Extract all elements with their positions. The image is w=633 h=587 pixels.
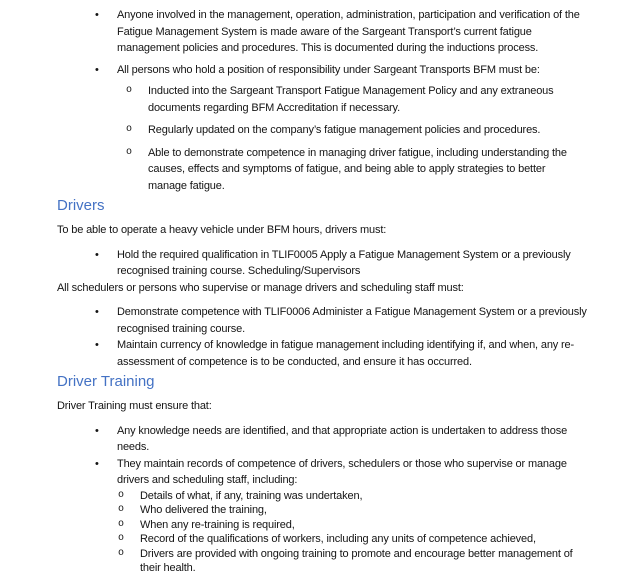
bullet-marker: • bbox=[95, 306, 99, 318]
schedulers-intro-paragraph: All schedulers or persons who supervise or manage drivers and scheduling staff must: bbox=[57, 281, 464, 294]
bullet-marker: • bbox=[95, 457, 99, 470]
list-item-text: Any knowledge needs are identified, and that appropriate action is undertaken to address those needs. bbox=[117, 424, 568, 453]
circle-bullet-marker: o bbox=[118, 547, 124, 559]
list-item bbox=[57, 83, 587, 116]
list-item bbox=[57, 547, 587, 576]
circle-bullet-marker: o bbox=[126, 85, 132, 96]
list-item bbox=[57, 145, 587, 195]
drivers-bullet-list bbox=[57, 247, 587, 280]
list-item-text: Inducted into the Sargeant Transport Fatigue Management Policy and any extraneous documents regarding BFM Accreditation if necessary. bbox=[148, 85, 554, 114]
list-item bbox=[57, 122, 587, 139]
intro-bullet-list bbox=[57, 7, 587, 78]
section-heading-driver-training: Driver Training bbox=[57, 373, 155, 390]
bullet-marker: • bbox=[95, 248, 99, 261]
circle-bullet-marker: o bbox=[126, 124, 132, 135]
list-item bbox=[57, 247, 587, 280]
list-item-text: When any re-training is required, bbox=[140, 518, 295, 531]
list-item bbox=[57, 304, 587, 337]
circle-bullet-marker: o bbox=[118, 489, 124, 501]
list-item-text: Drivers are provided with ongoing training to promote and encourage better management of their health. bbox=[140, 547, 573, 574]
list-item bbox=[57, 423, 587, 456]
list-item-text: Maintain currency of knowledge in fatigue management including identifying if, and when, any re-assessment of competence is to be conducted, and ensure it has occurred. bbox=[117, 339, 575, 368]
driver-training-sub-bullet-list bbox=[57, 489, 587, 576]
list-item bbox=[57, 456, 587, 489]
list-item-text: Regularly updated on the company’s fatigue management policies and procedures. bbox=[148, 124, 541, 136]
list-item bbox=[57, 503, 587, 518]
bullet-marker: • bbox=[95, 63, 99, 76]
list-item bbox=[57, 7, 587, 57]
circle-bullet-marker: o bbox=[126, 146, 132, 158]
list-item-text: Demonstrate competence with TLIF0006 Administer a Fatigue Management System or a previously recognised training course. bbox=[117, 306, 587, 335]
list-item bbox=[57, 337, 587, 370]
circle-bullet-marker: o bbox=[118, 504, 124, 515]
schedulers-bullet-list bbox=[57, 304, 587, 370]
drivers-intro-paragraph: To be able to operate a heavy vehicle under BFM hours, drivers must: bbox=[57, 224, 387, 236]
driver-training-intro-paragraph: Driver Training must ensure that: bbox=[57, 400, 212, 412]
list-item-text: Anyone involved in the management, operation, administration, participation and verification of the Fatigue Management System is made aware of the Sargeant Transport’s current fatigue management policies and procedures. This is documented during the inductions process. bbox=[117, 9, 580, 54]
list-item bbox=[57, 62, 587, 79]
bullet-marker: • bbox=[95, 424, 99, 437]
driver-training-bullet-list bbox=[57, 423, 587, 489]
list-item bbox=[57, 489, 587, 504]
list-item bbox=[57, 532, 587, 547]
circle-bullet-marker: o bbox=[118, 518, 124, 530]
list-item-text: Details of what, if any, training was undertaken, bbox=[140, 489, 363, 502]
section-heading-drivers: Drivers bbox=[57, 197, 105, 214]
list-item-text: Able to demonstrate competence in managing driver fatigue, including understanding the causes, effects and symptoms of fatigue, and being able to apply strategies to better manage fatigue. bbox=[148, 146, 567, 192]
circle-bullet-marker: o bbox=[118, 533, 124, 544]
list-item bbox=[57, 518, 587, 533]
list-item-text: Who delivered the training, bbox=[140, 504, 267, 516]
list-item-text: Hold the required qualification in TLIF0005 Apply a Fatigue Management System or a previously recognised training course. Scheduling/Supervisors bbox=[117, 248, 571, 277]
list-item-text: All persons who hold a position of responsibility under Sargeant Transports BFM must be: bbox=[117, 63, 540, 76]
list-item-text: Record of the qualifications of workers, including any units of competence achieved, bbox=[140, 533, 536, 545]
list-item-text: They maintain records of competence of drivers, schedulers or those who supervise or manage drivers and scheduling staff, including: bbox=[117, 457, 567, 486]
bullet-marker: • bbox=[95, 339, 99, 351]
bullet-marker: • bbox=[95, 9, 99, 21]
intro-sub-bullet-list bbox=[57, 83, 587, 194]
